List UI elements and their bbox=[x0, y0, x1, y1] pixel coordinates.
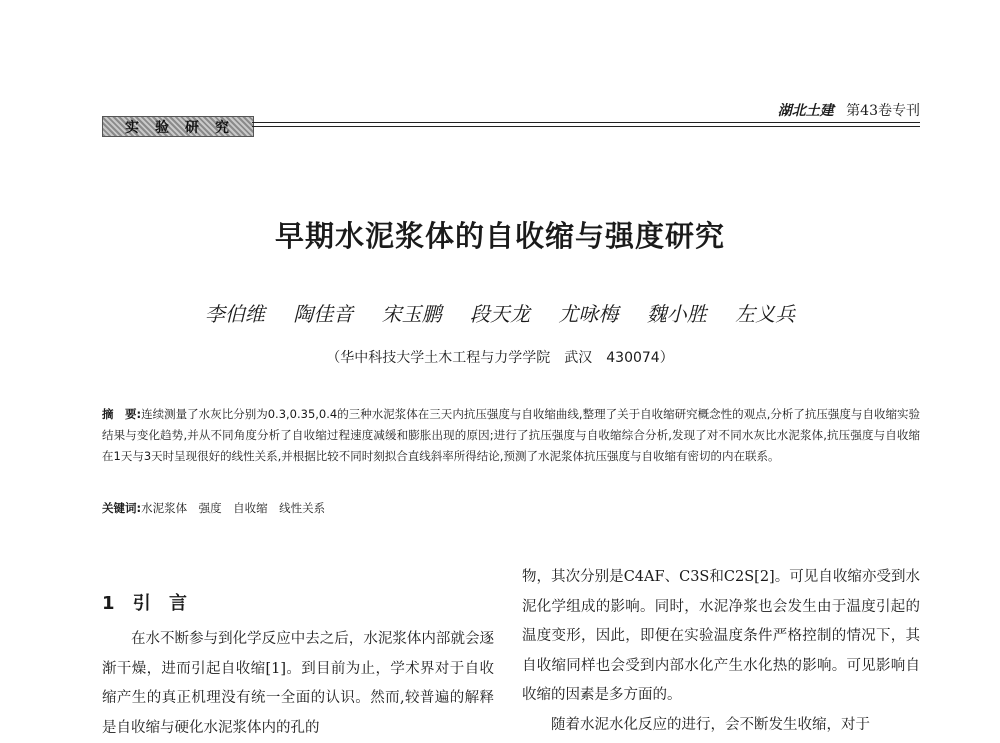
body-paragraph: 物，其次分别是C4AF、C3S和C2S[2]。可见自收缩亦受到水泥化学组成的影响。同时，水泥净浆也会发生由于温度引起的温度变形，因此，即便在实验温度条件严格控制的情况下，其自收缩同样也会受到内部水化产生水化热的影响。可见影响自收缩的因素是多方面的。 bbox=[522, 569, 920, 703]
abstract-text: 连续测量了水灰比分别为0.3,0.35,0.4的三种水泥浆体在三天内抗压强度与自收缩曲线,整理了关于自收缩研究概念性的观点,分析了抗压强度与自收缩实验结果与变化趋势,并从不同角度分析了自收缩过程速度减缓和膨胀出现的原因;进行了抗压强度与自收缩综合分析,发现了对不同水灰比水泥浆体,抗压强度与自收缩在1天与3天时呈现很好的线性关系,并根据比较不同时刻拟合直线斜率所得结论,预测了水泥浆体抗压强度与自收缩有密切的内在联系。 bbox=[102, 407, 920, 463]
journal-info bbox=[778, 100, 920, 120]
section-tag-char: 实 bbox=[125, 119, 141, 136]
abstract bbox=[102, 404, 920, 467]
body-column-left bbox=[102, 625, 494, 743]
body-column-right bbox=[522, 563, 920, 740]
abstract-label: 摘 要: bbox=[102, 407, 142, 421]
journal-volume: 第43卷专刊 bbox=[846, 103, 920, 119]
section-tag bbox=[102, 116, 254, 137]
keywords bbox=[102, 500, 920, 516]
header-rule bbox=[252, 122, 920, 123]
section-tag-char: 究 bbox=[215, 119, 231, 136]
paper-affiliation: （华中科技大学土木工程与力学学院 武汉 430074） bbox=[326, 350, 674, 366]
paper-authors: 李伯维 陶佳音 宋玉鹏 段天龙 尤咏梅 魏小胜 左义兵 bbox=[204, 302, 796, 326]
keywords-label: 关键词: bbox=[102, 501, 142, 515]
journal-name: 湖北土建 bbox=[777, 103, 834, 119]
section-tag-char: 研 bbox=[185, 119, 201, 136]
header-rule bbox=[252, 126, 920, 127]
section-heading: 1 引 言 bbox=[102, 593, 188, 614]
body-paragraph: 在水不断参与到化学反应中去之后，水泥浆体内部就会逐渐干燥，进而引起自收缩[1]。到目前为止，学术界对于自收缩产生的真正机理没有统一全面的认识。然而,较普遍的解释是自收缩与硬化水泥浆体内的孔的 bbox=[102, 631, 494, 736]
keywords-text: 水泥浆体 强度 自收缩 线性关系 bbox=[141, 501, 326, 515]
section-tag-char: 验 bbox=[155, 119, 171, 136]
paper-title: 早期水泥浆体的自收缩与强度研究 bbox=[274, 219, 725, 253]
body-paragraph: 随着水泥水化反应的进行，会不断发生收缩，对于 bbox=[551, 716, 870, 733]
